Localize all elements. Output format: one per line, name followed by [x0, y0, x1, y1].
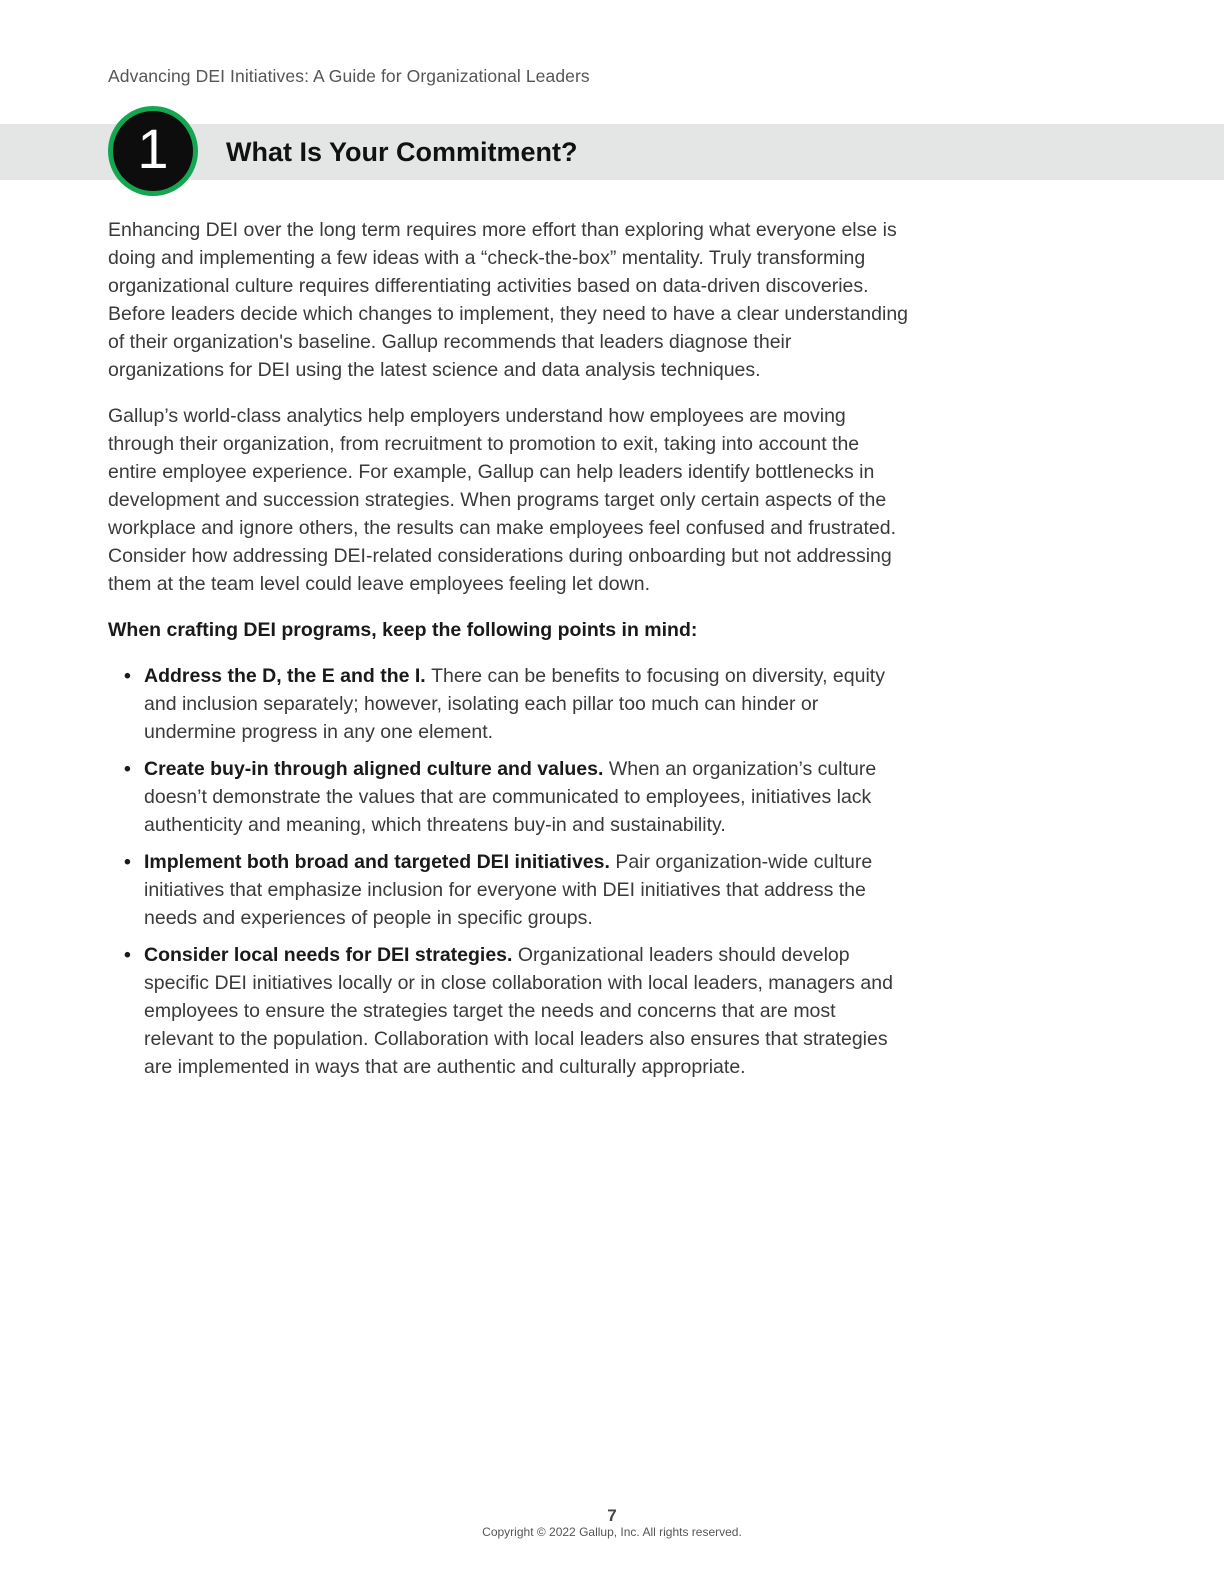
- bullet-icon: •: [124, 665, 131, 687]
- point-heading: Address the D, the E and the I.: [144, 665, 432, 687]
- bullet-icon: •: [124, 851, 131, 873]
- point-text: When an organization’s culture doesn’t demonstrate the values that are communicated to employees, initiatives lack authenticity and meaning, which threatens buy-in and sustainability.: [144, 758, 877, 836]
- body-paragraph: Gallup’s world-class analytics help employers understand how employees are moving through their organization, from recruitment to promotion to exit, taking into account the entire employee experience. For example, Gallup can help leaders identify bottlenecks in development and succession strategies. When programs target only certain aspects of the workplace and ignore others, the results can make employees feel confused and frustrated. Consider how addressing DEI-related considerations during onboarding but not addressing them at the team level could leave employees feeling let down.: [108, 405, 897, 595]
- page-number: 7: [607, 1506, 617, 1525]
- point-heading: Consider local needs for DEI strategies.: [144, 944, 518, 966]
- bullet-icon: •: [124, 758, 131, 780]
- key-points-list: [108, 662, 908, 1081]
- list-item: [108, 755, 908, 839]
- point-text: There can be benefits to focusing on diversity, equity and inclusion separately; however, isolating each pillar too much can hinder or undermine progress in any one element.: [144, 665, 885, 743]
- list-item: [108, 848, 908, 932]
- section-title: What Is Your Commitment?: [226, 137, 578, 167]
- bullet-icon: •: [124, 944, 131, 966]
- main-content: [108, 216, 908, 1090]
- section-number-badge: [108, 106, 198, 196]
- point-text: Organizational leaders should develop specific DEI initiatives locally or in close collaboration with local leaders, managers and employees to ensure the strategies target the needs and concerns that are most relevant to the population. Collaboration with local leaders also ensures that strategies are implemented in ways that are authentic and culturally appropriate.: [144, 944, 893, 1078]
- running-header: Advancing DEI Initiatives: A Guide for Organizational Leaders: [108, 66, 590, 86]
- section-number: 1: [137, 117, 169, 180]
- point-text: Pair organization-wide culture initiatives that emphasize inclusion for everyone with DEI initiatives that address the needs and experiences of people in specific groups.: [144, 851, 873, 929]
- list-item: [108, 941, 908, 1081]
- body-paragraph: Enhancing DEI over the long term requires more effort than exploring what everyone else is doing and implementing a few ideas with a “check-the-box” mentality. Truly transforming organizational culture requires differentiating activities based on data-driven discoveries. Before leaders decide which changes to implement, they need to have a clear understanding of their organization's baseline. Gallup recommends that leaders diagnose their organizations for DEI using the latest science and data analysis techniques.: [108, 219, 909, 381]
- list-intro: When crafting DEI programs, keep the following points in mind:: [108, 619, 698, 641]
- point-heading: Create buy-in through aligned culture and values.: [144, 758, 609, 780]
- copyright-notice: Copyright © 2022 Gallup, Inc. All rights reserved.: [482, 1525, 742, 1539]
- list-item: [108, 662, 908, 746]
- point-heading: Implement both broad and targeted DEI initiatives.: [144, 851, 616, 873]
